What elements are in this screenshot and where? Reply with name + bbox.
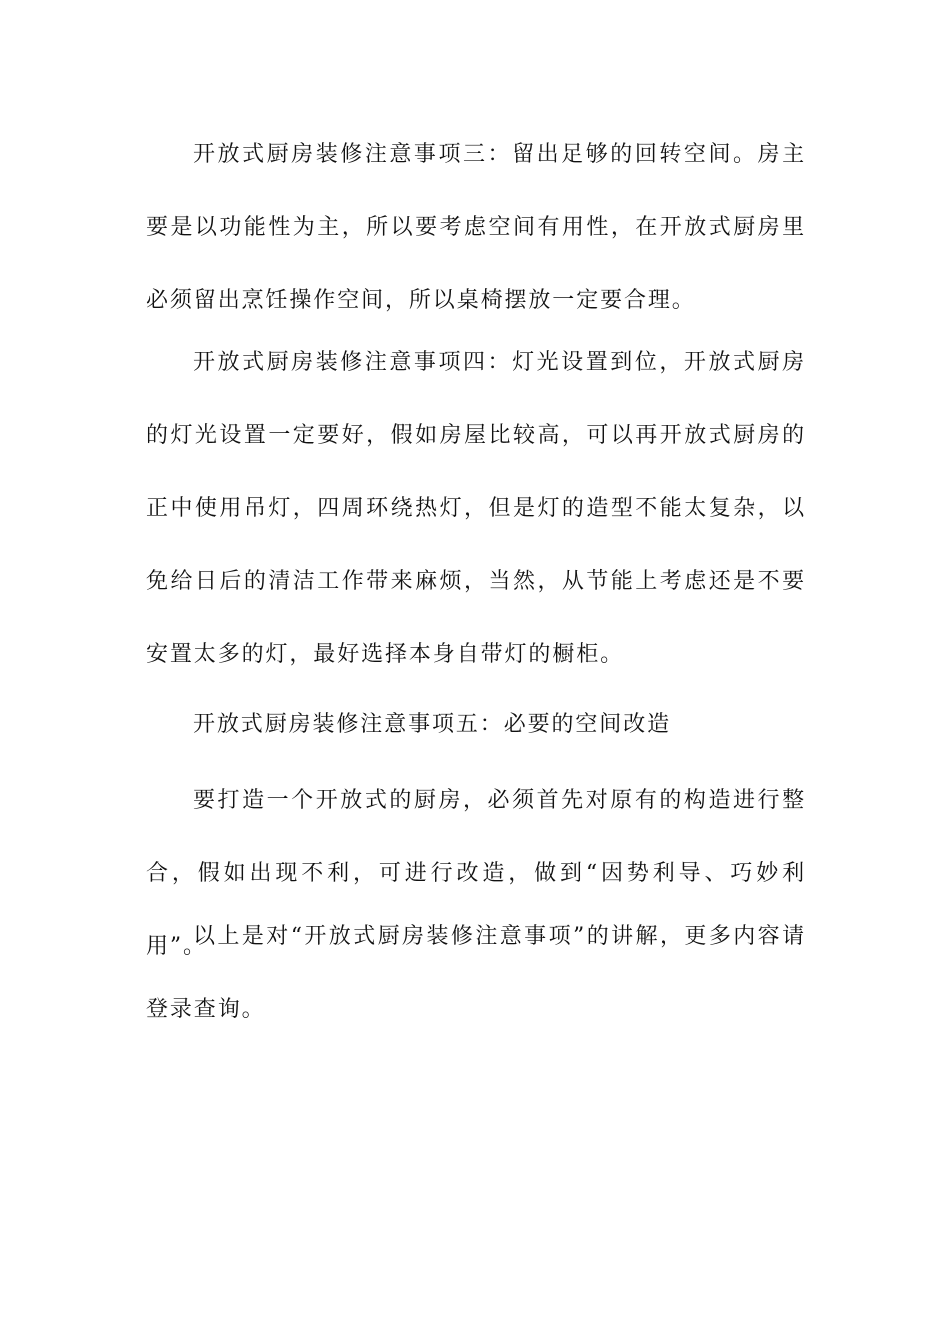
paragraph-kitchen-tip-five-body: 要打造一个开放式的厨房，必须首先对原有的构造进行整合，假如出现不利，可进行改造，做到“因势利导、巧妙利用”。 bbox=[146, 788, 806, 959]
paragraph-kitchen-tip-five-heading: 开放式厨房装修注意事项五：必要的空间改造 bbox=[193, 712, 672, 737]
paragraph-kitchen-tip-three: 开放式厨房装修注意事项三：留出足够的回转空间。房主要是以功能性为主，所以要考虑空间有用性，在开放式厨房里必须留出烹饪操作空间，所以桌椅摆放一定要合理。 bbox=[146, 142, 806, 313]
paragraph-kitchen-tip-four: 开放式厨房装修注意事项四：灯光设置到位，开放式厨房的灯光设置一定要好，假如房屋比较高，可以再开放式厨房的正中使用吊灯，四周环绕热灯，但是灯的造型不能太复杂，以免给日后的清洁工作带来麻烦，当然，从节能上考虑还是不要安置太多的灯，最好选择本身自带灯的橱柜。 bbox=[146, 350, 806, 667]
paragraph-conclusion: 以上是对“开放式厨房装修注意事项”的讲解，更多内容请登录查询。 bbox=[146, 924, 806, 1022]
